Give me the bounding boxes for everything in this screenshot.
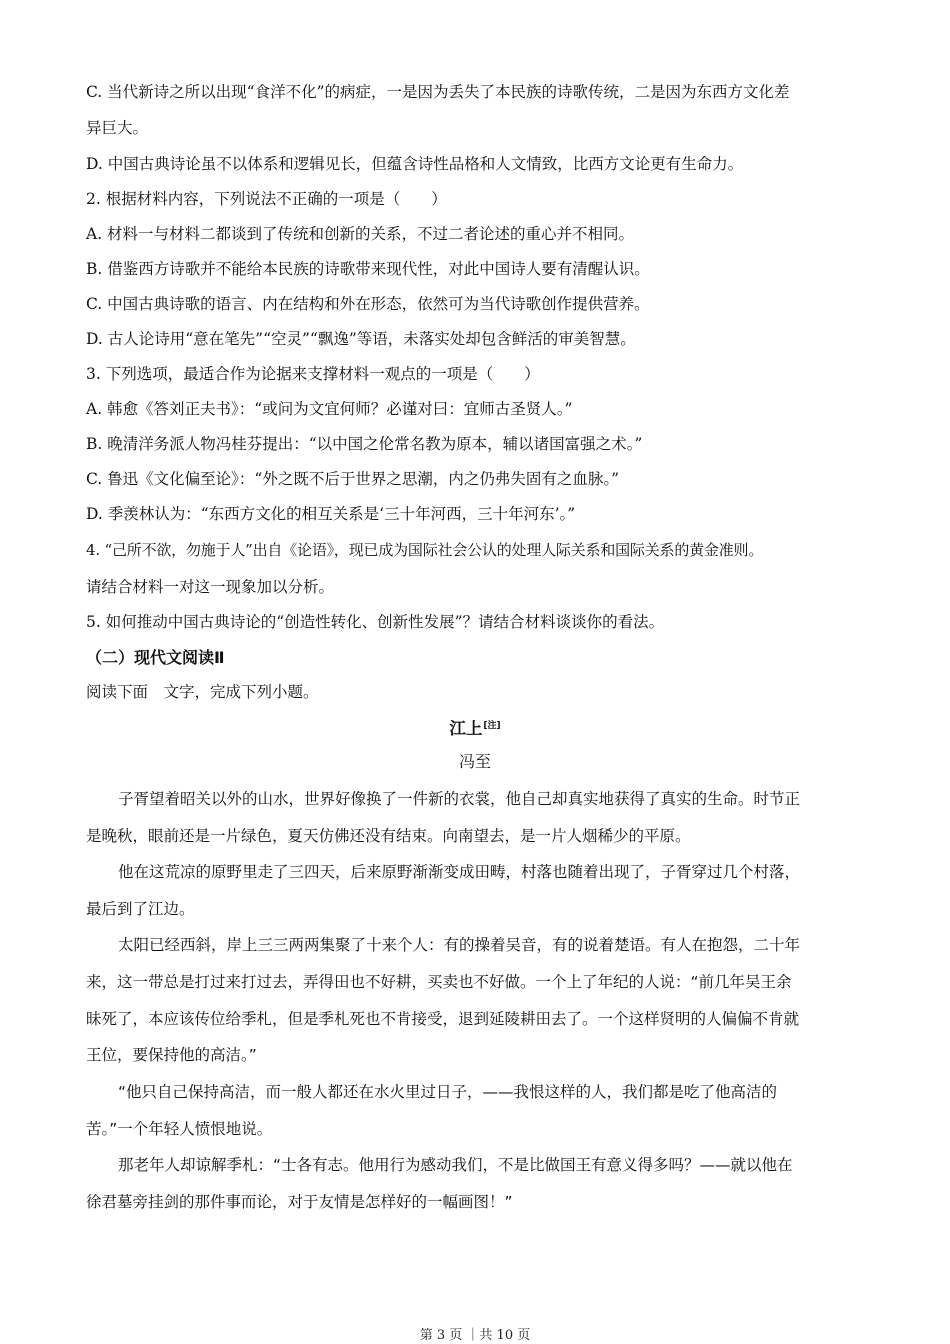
q1-option-d: D. 中国古典诗论虽不以体系和逻辑见长，但蕴含诗性品格和人文情致，比西方文论更有生命力。 <box>86 155 744 173</box>
page-footer: 第 3 页 ｜共 10 页 <box>419 1328 531 1343</box>
q2-option-d: D. 古人论诗用“意在笔先”“空灵”“飘逸”等语，未落实处却包含鲜活的审美智慧。 <box>86 330 636 348</box>
paragraph-3-line3: 昧死了，本应该传位给季札，但是季札死也不肯接受，退到延陵耕田去了。一个这样贤明的人偏偏不肯就 <box>86 1010 800 1028</box>
q2-option-a: A. 材料一与材料二都谈到了传统和创新的关系，不过二者论述的重心并不相同。 <box>86 225 635 243</box>
article-author: 冯至 <box>458 752 491 771</box>
paragraph-2-line2: 最后到了江边。 <box>86 900 195 918</box>
question-4-line1: 4. “己所不欲，勿施于人”出自《论语》，现已成为国际社会公认的处理人际关系和国际关系的黄金准则。 <box>86 541 764 559</box>
paragraph-2-line1: 他在这荒凉的原野里走了三四天，后来原野渐渐变成田畴，村落也随着出现了，子胥穿过几个村落， <box>118 863 801 881</box>
title-text: 江上 <box>449 719 483 738</box>
q2-option-c: C. 中国古典诗歌的语言、内在结构和外在形态，依然可为当代诗歌创作提供营养。 <box>86 295 650 313</box>
q2-option-b: B. 借鉴西方诗歌并不能给本民族的诗歌带来现代性，对此中国诗人要有清醒认识。 <box>86 260 650 278</box>
paragraph-5-line2: 徐君墓旁挂剑的那件事而论，对于友情是怎样好的一幅画图！” <box>86 1193 513 1211</box>
paragraph-4-line2: 苦。”一个年轻人愤恨地说。 <box>86 1120 273 1138</box>
q3-option-a: A. 韩愈《答刘正夫书》：“或问为文宜何师？必谨对曰：宜师古圣贤人。” <box>86 400 573 418</box>
paragraph-1-line1: 子胥望着昭关以外的山水，世界好像换了一件新的衣裳，他自己却真实地获得了真实的生命。时节正 <box>118 790 801 808</box>
q1-option-c-line2: 异巨大。 <box>86 119 149 137</box>
reading-instruction: 阅读下面 文字，完成下列小题。 <box>86 683 319 701</box>
q3-option-c: C. 鲁迅《文化偏至论》：“外之既不后于世界之思潮，内之仍弗失固有之血脉。” <box>86 470 620 488</box>
question-2: 2. 根据材料内容，下列说法不正确的一项是（ ） <box>86 190 447 208</box>
paragraph-4-line1: “他只自己保持高洁，而一般人都还在水火里过日子，——我恨这样的人，我们都是吃了他高洁的 <box>118 1083 778 1101</box>
title-note-marker: [注] <box>483 721 501 731</box>
paragraph-3-line4: 王位，要保持他的高洁。” <box>86 1046 257 1064</box>
q3-option-b: B. 晚清洋务派人物冯桂芬提出：“以中国之伦常名教为原本，辅以诸国富强之术。” <box>86 435 643 453</box>
paragraph-3-line2: 来，这一带总是打过来打过去，弄得田也不好耕，买卖也不好做。一个上了年纪的人说：“前几年吴王余 <box>86 973 792 991</box>
paragraph-3-line1: 太阳已经西斜，岸上三三两两集聚了十来个人：有的操着吴音，有的说着楚语。有人在抱怨，二十年 <box>118 936 801 954</box>
question-5: 5. 如何推动中国古典诗论的“创造性转化、创新性发展”？请结合材料谈谈你的看法。 <box>86 613 665 631</box>
q3-option-d: D. 季羡林认为：“东西方文化的相互关系是‘三十年河西，三十年河东’。” <box>86 505 576 523</box>
article-title <box>0 716 950 739</box>
section-heading: （二）现代文阅读Ⅱ <box>86 648 225 667</box>
question-3: 3. 下列选项，最适合作为论据来支撑材料一观点的一项是（ ） <box>86 365 540 383</box>
paragraph-5-line1: 那老年人却谅解季札：“士各有志。他用行为感动我们，不是比做国王有意义得多吗？——就以他在 <box>118 1156 793 1174</box>
q1-option-c-line1: C. 当代新诗之所以出现“食洋不化”的病症，一是因为丢失了本民族的诗歌传统，二是因为东西方文化差 <box>86 83 790 101</box>
paragraph-1-line2: 是晚秋，眼前还是一片绿色，夏天仿佛还没有结束。向南望去，是一片人烟稀少的平原。 <box>86 827 691 845</box>
question-4-line2: 请结合材料一对这一现象加以分析。 <box>86 578 335 596</box>
